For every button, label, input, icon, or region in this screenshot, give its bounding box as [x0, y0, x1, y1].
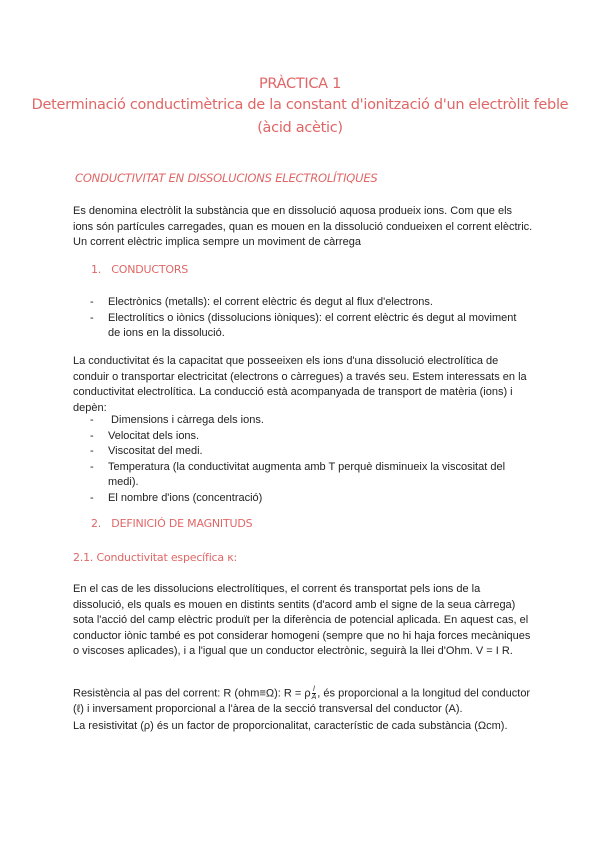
list-item	[90, 460, 530, 491]
list-item-text: Electrònics (metalls): el corrent elèctric és degut al flux d'electrons.	[108, 296, 433, 308]
dash-bullet: -	[90, 491, 94, 504]
dash-bullet: -	[90, 414, 94, 426]
section-number: 1.	[91, 263, 102, 276]
practice-subtitle: Determinació conductimètrica de la constant d'ionització d'un electròlit feble	[31, 97, 569, 113]
list-item	[90, 413, 530, 429]
list-item	[90, 295, 530, 311]
section-heading: CONDUCTIVITAT EN DISSOLUCIONS ELECTROLÍTIQUES	[75, 171, 378, 185]
section-label: CONDUCTORS	[111, 263, 189, 276]
section-label: DEFINICIÓ DE MAGNITUDS	[111, 517, 253, 530]
conductivity-paragraph: La conductivitat és la capacitat que posseeixen els ions d'una dissolució electrolítica de conduir o transportar electricitat (electrons o càrregues) a través seu. Estem interessats en la conductivitat electrolítica. La conducció està acompanyada de transport de matèria (ions) i depèn:	[73, 355, 527, 414]
section-definitions-heading	[91, 517, 252, 530]
dash-bullet: -	[90, 429, 94, 442]
dash-bullet: -	[90, 445, 94, 458]
list-item-text: Viscositat del medi.	[108, 445, 203, 458]
resistivity-paragraph: La resistivitat (ρ) és un factor de proporcionalitat, característic de cada substància (Ωcm).	[73, 720, 508, 732]
factors-list	[90, 413, 530, 507]
fraction-numerator: l	[313, 686, 315, 693]
list-item	[90, 311, 530, 342]
intro-paragraph: Es denomina electròlit la substància que en dissolució aquosa produeix ions. Com que els ions són partícules carregades, quan es mouen en la dissolució condueixen el corrent elèctric. Un corrent elèctric implica sempre un moviment de càrrega	[73, 205, 533, 249]
list-item-text: Temperatura (la conductivitat augmenta amb T perquè disminueix la viscositat del medi).	[108, 460, 506, 489]
list-item	[90, 444, 530, 460]
fraction-denominator: A	[311, 694, 317, 701]
subsection-heading: 2.1. Conductivitat específica κ:	[73, 551, 238, 564]
resistance-text-after: , és proporcional a la longitud del conductor (ℓ) i inversament proporcional a l'àrea de la secció transversal del conductor (A).	[73, 687, 531, 715]
specific-conductivity-paragraph: En el cas de les dissolucions electrolítiques, el corrent és transportat pels ions de la dissolució, els quals es mouen en distints sentits (d'acord amb el signe de la seua càrrega) sota l'acció del camp elèctric produït per la diferència de potencial aplicada. En aquest cas, el conductor iònic també es pot considerar homogeni (sempre que no hi haja forces mecàniques o viscoses aplicades), i a l'igual que un conductor electrònic, seguirà la llei d'Ohm. V = I R.	[73, 583, 531, 658]
dash-bullet: -	[90, 460, 94, 473]
section-conductors-heading	[91, 263, 188, 276]
list-item-text: Velocitat dels ions.	[108, 429, 200, 442]
section-number: 2.	[91, 517, 102, 530]
resistance-paragraph	[73, 686, 533, 718]
list-item-text: Electrolítics o iònics (dissolucions iòniques): el corrent elèctric és degut al moviment de ions en la dissolució.	[108, 311, 517, 340]
conductors-list	[90, 295, 530, 342]
dash-bullet: -	[90, 311, 94, 324]
list-item	[90, 429, 530, 445]
list-item	[90, 491, 530, 507]
resistance-text-before: Resistència al pas del corrent: R (ohm≡Ω): R = ρ	[73, 687, 311, 700]
list-item-text: Dimensions i càrrega dels ions.	[108, 414, 264, 426]
practice-subtitle-parenthetical: (àcid acètic)	[257, 120, 343, 136]
practice-title: PRÀCTICA 1	[258, 76, 342, 92]
length-over-area-fraction	[312, 686, 317, 701]
list-item-text: El nombre d'ions (concentració)	[108, 491, 263, 504]
dash-bullet: -	[90, 296, 94, 308]
